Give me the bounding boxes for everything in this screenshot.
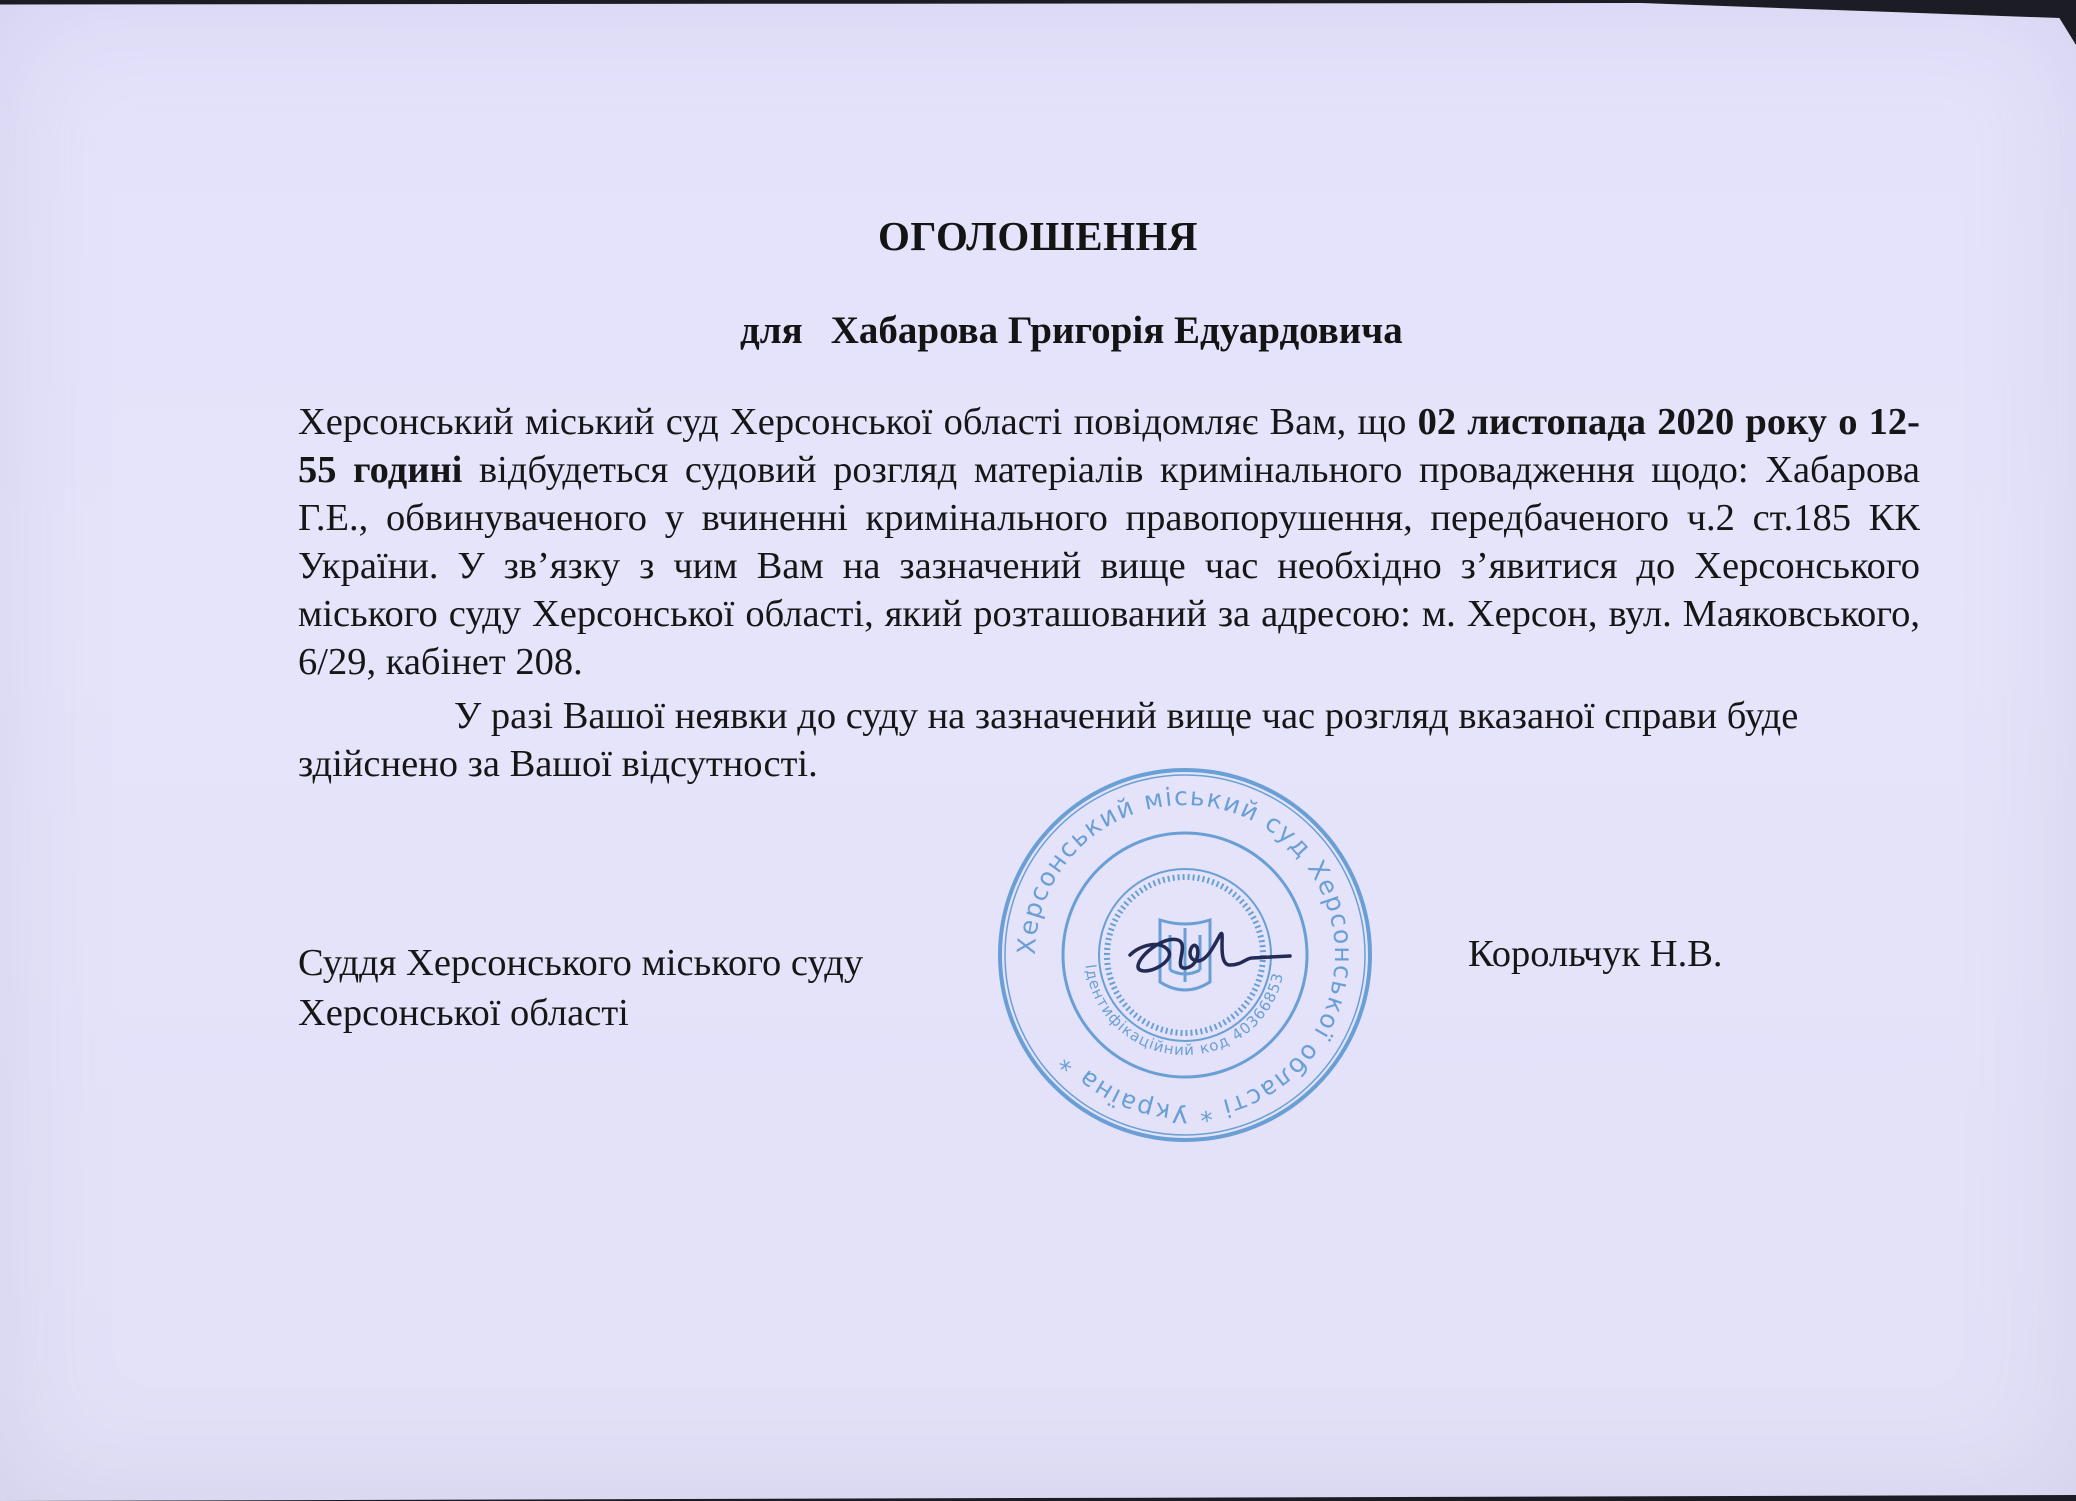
judge-name: Корольчук Н.В. xyxy=(1468,933,1723,975)
notice-title: ОГОЛОШЕННЯ xyxy=(877,213,1198,259)
stamp-inner-text: Ідентифікаційний код 40366853 xyxy=(1081,963,1288,1060)
hearing-date: 02 листопада 2020 року о 12-55 годині xyxy=(298,401,1920,491)
absence-note: У разі Вашої неявки до суду на зазначений вище час розгляд вказаної справи буде здійснено за Вашої відсутності. xyxy=(298,695,1799,785)
addressee-prefix: для xyxy=(740,309,803,352)
notice-body xyxy=(298,398,1920,686)
body-intro: Херсонський міський суд Херсонської області повідомляє Вам, що xyxy=(298,401,1418,443)
judge-title-line2: Херсонської області xyxy=(298,992,629,1034)
judge-title xyxy=(298,938,863,1038)
body-rest: відбудеться судовий розгляд матеріалів кримінального провадження щодо: Хабарова Г.Е., обвинуваченого у вчиненні кримінального правопорушення, передбаченого ч.2 ст.185 КК України. У зв’язку з чим Вам на зазначений вище час необхідно з’явитися до Херсонського міського суду Херсонської області, який розташований за адресою: м. Херсон, вул. Маяковського, 6/29, кабінет 208. xyxy=(298,449,1920,683)
judge-title-line1: Суддя Херсонського міського суду xyxy=(298,942,864,984)
addressee-name: Хабарова Григорія Едуардовича xyxy=(830,309,1403,352)
stamp-outer-text: Херсонський міський суд Херсонської області * Україна * xyxy=(1011,781,1359,1129)
court-seal-stamp xyxy=(990,760,1380,1150)
addressee-line xyxy=(740,308,1403,353)
trident-emblem-icon xyxy=(1160,920,1210,990)
